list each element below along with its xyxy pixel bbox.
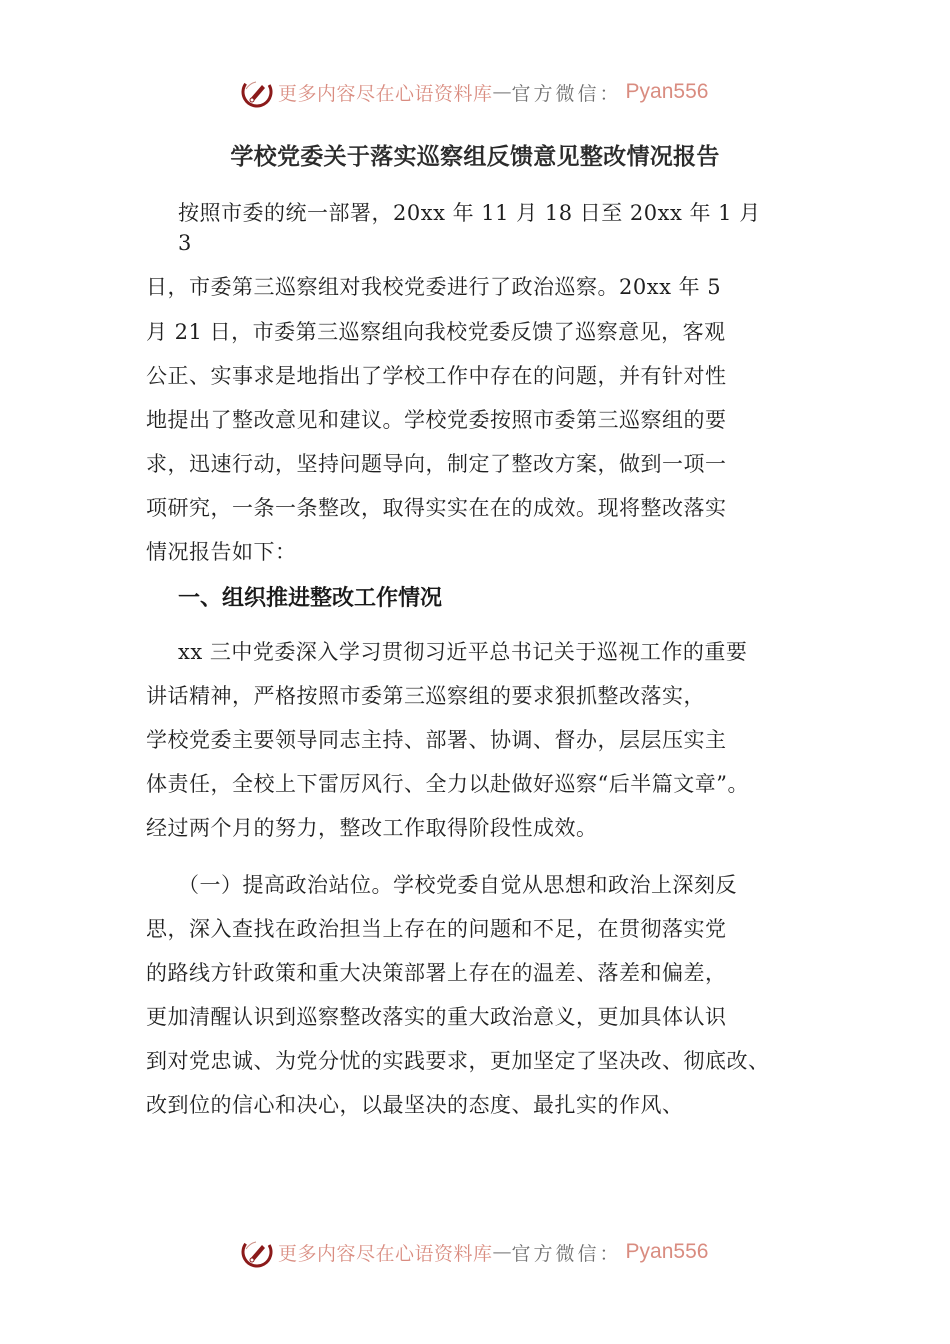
paragraph-line: 3 bbox=[178, 231, 192, 255]
wechat-id: Pyan556 bbox=[625, 80, 709, 103]
promo-text: 更多内容尽在心语资料库 bbox=[278, 1242, 493, 1265]
paragraph-line: 公正、实事求是地指出了学校工作中存在的问题，并有针对性 bbox=[146, 364, 727, 388]
wechat-id: Pyan556 bbox=[625, 1240, 709, 1263]
footer-banner bbox=[240, 1234, 708, 1270]
paragraph-line: 改到位的信心和决心，以最坚决的态度、最扎实的作风、 bbox=[146, 1093, 684, 1117]
paragraph-line: 到对党忠诚、为党分忧的实践要求，更加坚定了坚决改、彻底改、 bbox=[146, 1049, 770, 1073]
paragraph-line: 学校党委主要领导同志主持、部署、协调、督办，层层压实主 bbox=[146, 728, 727, 752]
pen-nib-logo-icon bbox=[240, 1235, 274, 1269]
paragraph-line: 的路线方针政策和重大决策部署上存在的温差、落差和偏差， bbox=[146, 961, 727, 985]
paragraph-line: xx 三中党委深入学习贯彻习近平总书记关于巡视工作的重要 bbox=[178, 640, 748, 664]
paragraph-line: （一）提高政治站位。学校党委自觉从思想和政治上深刻反 bbox=[178, 873, 737, 897]
paragraph-line: 项研究，一条一条整改，取得实实在在的成效。现将整改落实 bbox=[146, 496, 727, 520]
separator-dash: — bbox=[492, 81, 512, 103]
section-heading: 一、组织推进整改工作情况 bbox=[178, 586, 443, 611]
paragraph-line: 讲话精神，严格按照市委第三巡察组的要求狠抓整改落实， bbox=[146, 684, 705, 708]
document-title: 学校党委关于落实巡察组反馈意见整改情况报告 bbox=[230, 144, 720, 170]
paragraph-line: 求，迅速行动，坚持问题导向，制定了整改方案，做到一项一 bbox=[146, 452, 727, 476]
paragraph-line: 体责任，全校上下雷厉风行、全力以赴做好巡察“后半篇文章”。 bbox=[146, 772, 749, 796]
pen-nib-logo-icon bbox=[240, 75, 274, 109]
wechat-label: 官方微信： bbox=[511, 82, 622, 105]
paragraph-line: 情况报告如下： bbox=[146, 540, 297, 564]
paragraph-line: 思，深入查找在政治担当上存在的问题和不足，在贯彻落实党 bbox=[146, 917, 727, 941]
header-banner bbox=[240, 74, 708, 110]
separator-dash: — bbox=[492, 1241, 512, 1263]
promo-text: 更多内容尽在心语资料库 bbox=[278, 82, 493, 105]
paragraph-line: 经过两个月的努力，整改工作取得阶段性成效。 bbox=[146, 816, 598, 840]
paragraph-line: 按照市委的统一部署，20xx 年 11 月 18 日至 20xx 年 1 月 bbox=[178, 201, 761, 225]
paragraph-line: 月 21 日，市委第三巡察组向我校党委反馈了巡察意见，客观 bbox=[146, 320, 726, 344]
paragraph-line: 日，市委第三巡察组对我校党委进行了政治巡察。20xx 年 5 bbox=[146, 275, 722, 299]
paragraph-line: 地提出了整改意见和建议。学校党委按照市委第三巡察组的要 bbox=[146, 408, 727, 432]
paragraph-line: 更加清醒认识到巡察整改落实的重大政治意义，更加具体认识 bbox=[146, 1005, 727, 1029]
wechat-label: 官方微信： bbox=[511, 1242, 622, 1265]
